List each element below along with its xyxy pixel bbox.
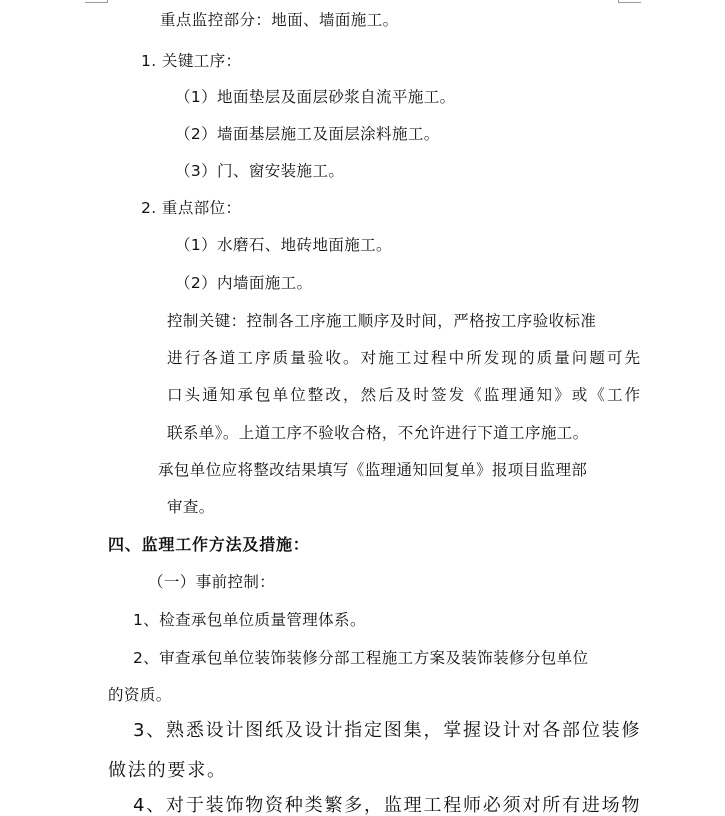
section-item-key-processes: 1. 关键工序：: [141, 52, 242, 70]
section-heading: 四、监理工作方法及措施：: [108, 535, 310, 554]
text-line: 重点监控部分：地面、墙面施工。: [160, 11, 399, 29]
section-item-key-parts: 2. 重点部位：: [141, 199, 242, 217]
subsection-heading: （一）事前控制：: [148, 573, 276, 591]
list-item-continuation: 的资质。: [108, 686, 172, 704]
list-item: 4、对于装饰物资种类繁多，监理工程师必须对所有进场物: [133, 795, 642, 816]
page-corner-mark-right: [618, 0, 641, 3]
list-item: 1、检查承包单位质量管理体系。: [133, 611, 366, 629]
list-item: 3、熟悉设计图纸及设计指定图集，掌握设计对各部位装修: [133, 720, 642, 741]
paragraph-line: 承包单位应将整改结果填写《监理通知回复单》报项目监理部: [158, 461, 588, 479]
list-item: （1）水磨石、地砖地面施工。: [175, 236, 392, 254]
list-item: 2、审查承包单位装饰装修分部工程施工方案及装饰装修分包单位: [133, 649, 589, 667]
paragraph-line: 控制关键：控制各工序施工顺序及时间，严格按工序验收标准: [167, 312, 597, 330]
page-corner-mark-left: [85, 0, 108, 3]
list-item: （2）墙面基层施工及面层涂料施工。: [175, 125, 440, 143]
list-item: （3）门、窗安装施工。: [175, 162, 345, 180]
list-item: （2）内墙面施工。: [175, 274, 313, 292]
paragraph-line: 口头通知承包单位整改，然后及时签发《监理通知》或《工作: [167, 386, 643, 404]
list-item-continuation: 做法的要求。: [108, 760, 227, 781]
paragraph-line: 联系单》。上道工序不验收合格，不允许进行下道工序施工。: [167, 424, 589, 442]
paragraph-line: 审查。: [167, 498, 215, 516]
list-item: （1）地面垫层及面层砂浆自流平施工。: [175, 88, 456, 106]
paragraph-line: 进行各道工序质量验收。对施工过程中所发现的质量问题可先: [167, 349, 643, 367]
